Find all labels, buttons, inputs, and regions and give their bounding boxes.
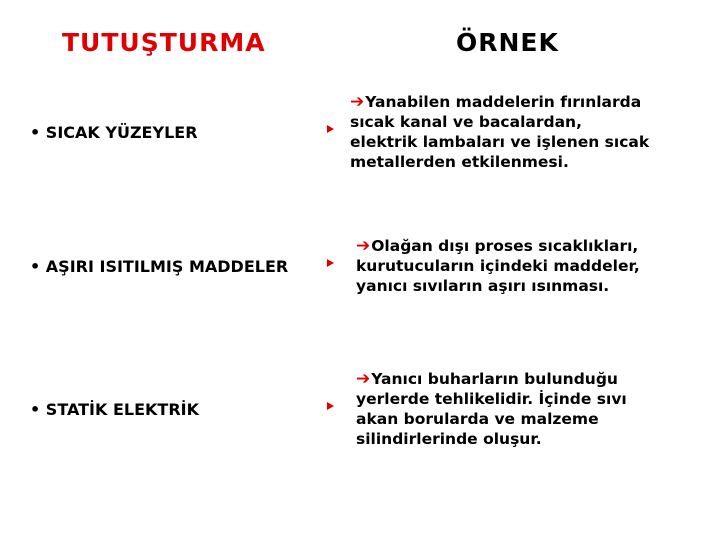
arrow-right-icon [327, 259, 334, 267]
cause-item-static-electricity: • STATİK ELEKTRİK [30, 400, 200, 419]
example-line: metallerden etkilenmesi. [350, 153, 569, 171]
example-line: silindirlerinde oluşur. [356, 430, 542, 448]
example-line: Yanabilen maddelerin fırınlarda [365, 93, 642, 111]
example-text-overheated-materials [356, 236, 716, 296]
example-text-static-electricity [356, 369, 716, 449]
arrow-bullet-icon: ➔ [350, 92, 365, 112]
right-column-title: ÖRNEK [456, 28, 559, 57]
arrow-right-icon [327, 402, 334, 410]
example-line: elektrik lambaları ve işlenen sıcak [350, 133, 650, 151]
example-text-hot-surfaces [350, 92, 710, 172]
arrow-bullet-icon: ➔ [356, 369, 371, 389]
example-line: yerlerde tehlikelidir. İçinde sıvı [356, 390, 627, 408]
example-line: sıcak kanal ve bacalardan, [350, 113, 582, 131]
example-line: kurutucuların içindeki maddeler, [356, 257, 640, 275]
example-line: yanıcı sıvıların aşırı ısınması. [356, 277, 610, 295]
arrow-bullet-icon: ➔ [356, 236, 371, 256]
cause-item-hot-surfaces: • SICAK YÜZEYLER [30, 123, 198, 142]
cause-item-overheated-materials: • AŞIRI ISITILMIŞ MADDELER [30, 257, 289, 276]
left-column-title: TUTUŞTURMA [62, 28, 266, 57]
example-line: Yanıcı buharların bulunduğu [371, 370, 618, 388]
arrow-right-icon [327, 125, 334, 133]
example-line: akan borularda ve malzeme [356, 410, 599, 428]
example-line: Olağan dışı proses sıcaklıkları, [371, 237, 639, 255]
